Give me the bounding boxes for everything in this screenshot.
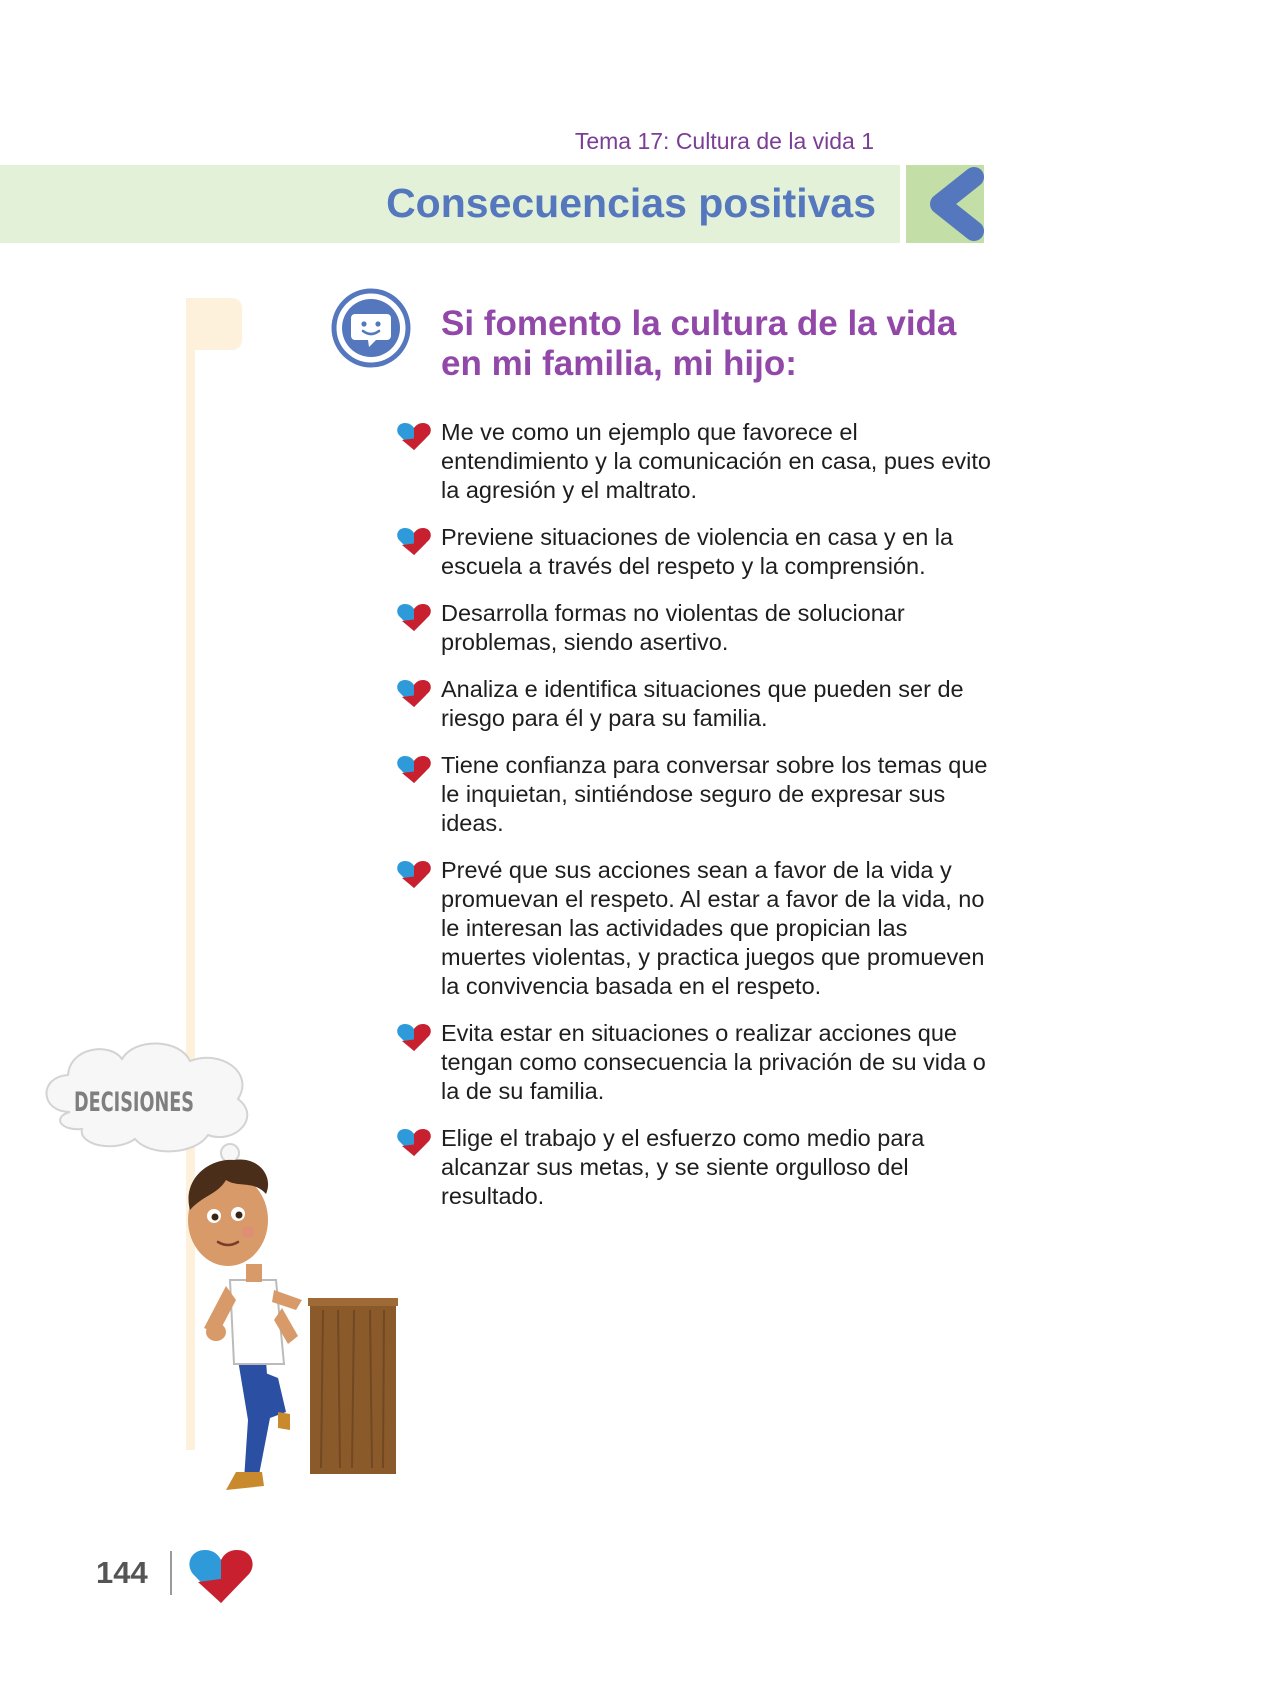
benefit-item bbox=[396, 675, 996, 733]
benefit-item bbox=[396, 1019, 996, 1106]
heart-icon bbox=[396, 603, 432, 633]
page-title: Consecuencias positivas bbox=[386, 180, 876, 226]
side-flag bbox=[186, 298, 242, 350]
heart-icon bbox=[396, 527, 432, 557]
benefit-text: Prevé que sus acciones sean a favor de la vida y promuevan el respeto. Al estar a favor de la vida, no le interesan las actividades que propician las muertes violentas, y practica juegos que promueven la convivencia basada en el respeto. bbox=[441, 857, 985, 999]
benefit-text: Elige el trabajo y el esfuerzo como medio para alcanzar sus metas, y se siente orgulloso del resultado. bbox=[441, 1125, 925, 1209]
heart-icon bbox=[396, 860, 432, 890]
topic-label: Tema 17: Cultura de la vida 1 bbox=[574, 128, 874, 154]
chat-bubble-icon bbox=[330, 287, 412, 369]
benefit-item bbox=[396, 856, 996, 1001]
boy-illustration bbox=[178, 1150, 428, 1510]
cloud-text: DECISIONES bbox=[74, 1087, 194, 1118]
chevron-left-icon bbox=[906, 165, 984, 243]
heart-icon bbox=[396, 679, 432, 709]
benefit-item bbox=[396, 751, 996, 838]
benefit-text: Previene situaciones de violencia en casa y en la escuela a través del respeto y la comprensión. bbox=[441, 524, 954, 579]
heart-icon bbox=[396, 422, 432, 452]
section-subtitle: Si fomento la cultura de la vida en mi familia, mi hijo: bbox=[441, 304, 957, 383]
benefit-item bbox=[396, 599, 996, 657]
benefit-text: Tiene confianza para conversar sobre los temas que le inquietan, sintiéndose seguro de expresar sus ideas. bbox=[441, 752, 988, 836]
benefit-text: Analiza e identifica situaciones que pueden ser de riesgo para él y para su familia. bbox=[441, 676, 964, 731]
heart-icon bbox=[396, 1023, 432, 1053]
page-divider bbox=[170, 1551, 172, 1595]
benefit-text: Evita estar en situaciones o realizar acciones que tengan como consecuencia la privación de su vida o la de su familia. bbox=[441, 1020, 986, 1104]
benefit-item bbox=[396, 523, 996, 581]
benefit-item bbox=[396, 1124, 996, 1211]
benefit-item bbox=[396, 418, 996, 505]
benefit-text: Me ve como un ejemplo que favorece el entendimiento y la comunicación en casa, pues evito la agresión y el maltrato. bbox=[441, 419, 991, 503]
benefit-text: Desarrolla formas no violentas de solucionar problemas, siendo asertivo. bbox=[441, 600, 905, 655]
page-number: 144 bbox=[96, 1555, 148, 1590]
heart-icon bbox=[396, 755, 432, 785]
benefits-list bbox=[396, 418, 996, 1229]
heart-icon bbox=[188, 1548, 254, 1606]
